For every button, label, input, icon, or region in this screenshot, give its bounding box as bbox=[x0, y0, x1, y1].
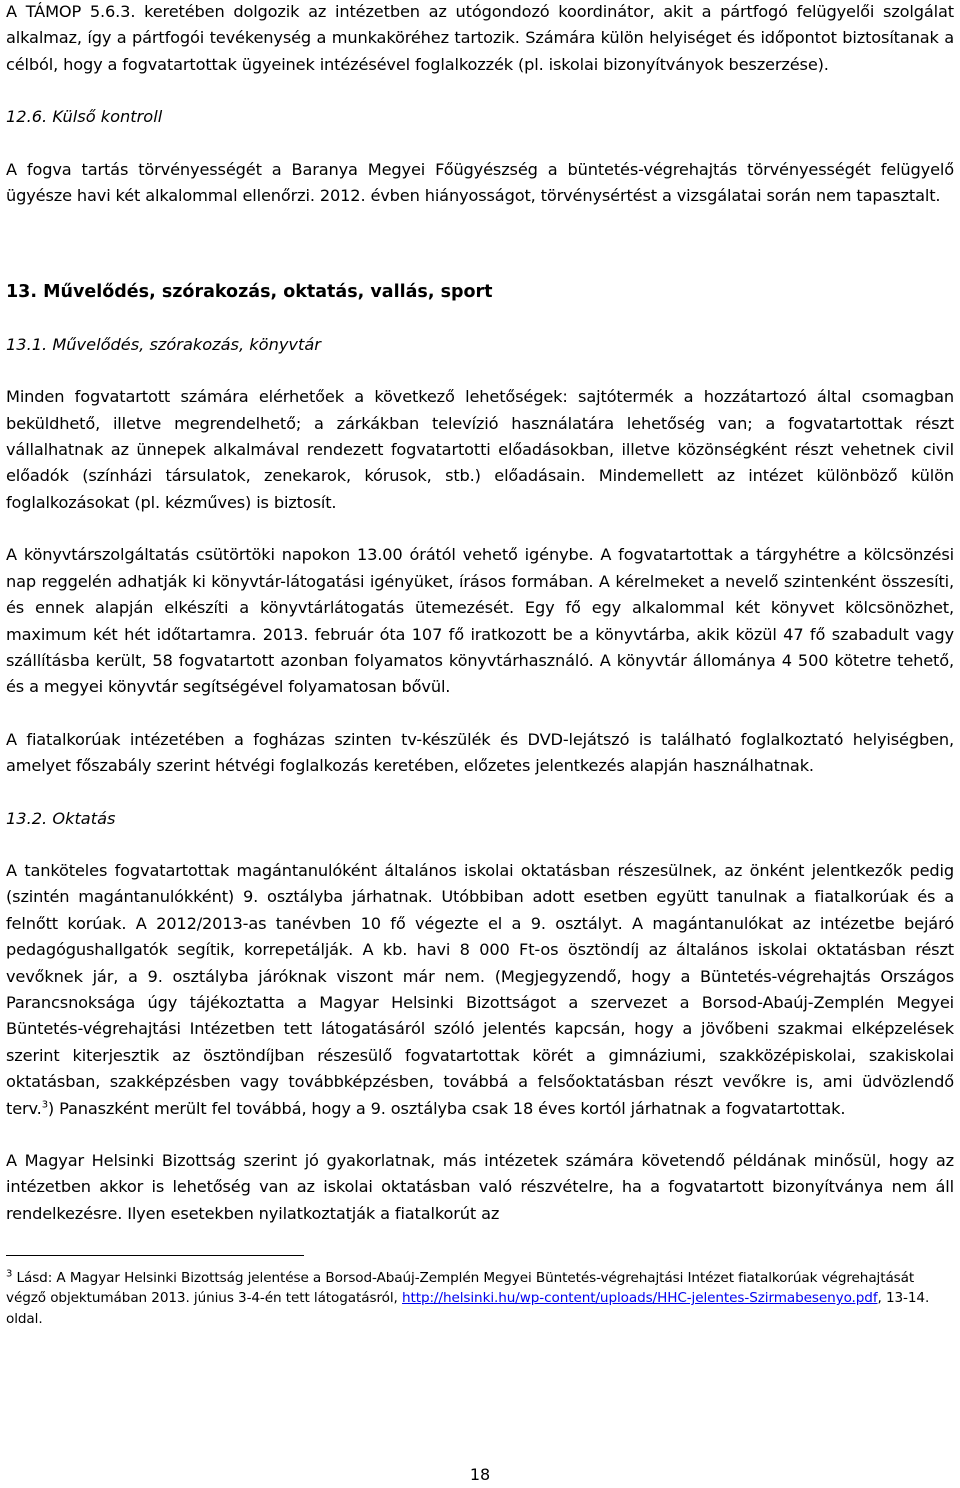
spacer bbox=[6, 780, 954, 806]
culture-paragraph: Minden fogvatartott számára elérhetőek a következő lehetőségek: sajtótermék a hozzátartozó által csomagban beküldhető, illetve megrendelhető; a zárkákban televízió használatára lehetőség van; a fogvatartottak részt vállalhatnak az ünnepek alkalmával rendezett fogvatartotti előadásokban, illetve közönségként részt vehetnek civil előadók (színházi társulatok, zenekarok, kórusok, stb.) előadásain. Mindemellett az intézet különböző külön foglalkozásokat (pl. kézműves) is biztosít. bbox=[6, 387, 954, 512]
section-heading-12-6: 12.6. Külső kontroll bbox=[6, 107, 163, 127]
footnote-reference[interactable]: 3 bbox=[41, 1099, 48, 1111]
spacer bbox=[6, 306, 954, 332]
spacer bbox=[6, 516, 954, 542]
footnote bbox=[6, 1268, 954, 1329]
juvenile-tv-paragraph: A fiatalkorúak intézetében a fogházas szinten tv-készülék és DVD-lejátszó is található foglalkoztató helyiségben, amelyet főszabály szerint hétvégi foglalkozás keretében, előzetes jelentkezés alapján használhatnak. bbox=[6, 729, 954, 776]
page-number: 18 bbox=[469, 1465, 491, 1484]
footnote-link[interactable]: http://helsinki.hu/wp-content/uploads/HHC-jelentes-Szirmabesenyo.pdf bbox=[402, 1290, 878, 1307]
education-paragraph bbox=[6, 858, 954, 1122]
external-control-paragraph: A fogva tartás törvényességét a Baranya Megyei Főügyészség a büntetés-végrehajtás törvényességét felügyelő ügyésze havi két alkalommal ellenőrzi. 2012. évben hiányosságot, törvénysértést a vizsgálatai során nem tapasztalt. bbox=[6, 159, 954, 206]
spacer bbox=[6, 78, 954, 104]
section-heading-13-2: 13.2. Oktatás bbox=[6, 808, 116, 828]
good-practice-paragraph: A Magyar Helsinki Bizottság szerint jó gyakorlatnak, más intézetek számára követendő példának minősül, hogy az intézetben akkor is lehetőség van az iskolai oktatásban való részvételre, ha a fogvatartott bizonyítványa nem áll rendelkezésre. Ilyen esetekben nyilatkoztatják a fiatalkorút az bbox=[6, 1151, 954, 1223]
footnote-separator bbox=[6, 1255, 304, 1256]
chapter-heading-13: 13. Művelődés, szórakozás, oktatás, vallás, sport bbox=[6, 282, 493, 303]
footnote-number: 3 bbox=[6, 1268, 13, 1280]
footnote-text-after: , 13-14. oldal. bbox=[6, 1290, 930, 1327]
spacer bbox=[6, 358, 954, 384]
library-paragraph: A könyvtárszolgáltatás csütörtöki napokon 13.00 órától vehető igénybe. A fogvatartottak a tárgyhétre a kölcsönzési nap reggelén adhatják ki könyvtár-látogatási igényüket, írásos formában. A kérelmeket a nevelő szintenként összesíti, és ennek alapján elkészíti a könyvtárlátogatás ütemezését. Egy fő egy alkalommal két könyvet kölcsönözhet, maximum két hét időtartamra. 2013. február óta 107 fő iratkozott be a könyvtárba, akik közül 47 fő szabadult vagy szállításba került, 58 fogvatartott azonban folyamatos könyvtárhasználó. A könyvtár állománya 4 500 kötetre tehető, és a megyei könyvtár segítségével folyamatosan bővül. bbox=[6, 545, 954, 697]
spacer bbox=[6, 701, 954, 727]
intro-paragraph: A TÁMOP 5.6.3. keretében dolgozik az intézetben az utógondozó koordinátor, akit a pártfogó felügyelői szolgálat alkalmaz, így a pártfogói tevékenység a munkaköréhez tartozik. Számára külön helyiséget és időpontot biztosítanak a célból, hogy a fogvatartottak ügyeinek intézésével foglalkozzék (pl. iskolai bizonyítványok beszerzése). bbox=[6, 2, 954, 74]
spacer bbox=[6, 209, 954, 279]
education-text-after: ) Panaszként merült fel továbbá, hogy a 9. osztályba csak 18 éves kortól járhatnak a fogvatartottak. bbox=[47, 1098, 846, 1118]
document-page bbox=[6, 0, 954, 1329]
footnote-text-before: Lásd: A Magyar Helsinki Bizottság jelentése a Borsod-Abaúj-Zemplén Megyei Büntetés-végrehajtási Intézet fiatalkorúak végrehajtását végző objektumában 2013. június 3-4-én tett látogatásról, bbox=[6, 1270, 915, 1307]
section-heading-13-1: 13.1. Művelődés, szórakozás, könyvtár bbox=[6, 334, 321, 354]
education-text-before: A tanköteles fogvatartottak magántanulóként általános iskolai oktatásban részesülnek, az önként jelentkezők pedig (szintén magántanulókként) 9. osztályba járhatnak. Utóbbiban adott esetben együtt tanulnak a fiatalkorúak és a felnőtt korúak. A 2012/2013-as tanévben 10 fő végezte el a 9. osztályt. A magántanulókat az intézetbe bejáró pedagógushallgatók segítik, korrepetálják. A kb. havi 8 000 Ft-os ösztöndíj az általános iskolai oktatásban részt vevőknek jár, a 9. osztályba járóknak viszont már nem. (Megjegyzendő, hogy a Büntetés-végrehajtás Országos Parancsnoksága úgy tájékoztatta a Magyar Helsinki Bizottságot a szervezet a Borsod-Abaúj-Zemplén Megyei Büntetés-végrehajtási Intézetben tett látogatásáról szóló jelentés kapcsán, hogy a jövőbeni szakmai elképzelések szerint kiterjesztik az ösztöndíjban részesülő fogvatartottak körét a gimnáziumi, szakközépiskolai, szakiskolai oktatásban, szakképzésben vagy továbbképzésben, továbbá a felsőoktatásban részt vevőkre is, ami üdvözlendő terv. bbox=[6, 860, 954, 1118]
spacer bbox=[6, 131, 954, 157]
spacer bbox=[6, 1122, 954, 1148]
spacer bbox=[6, 832, 954, 858]
